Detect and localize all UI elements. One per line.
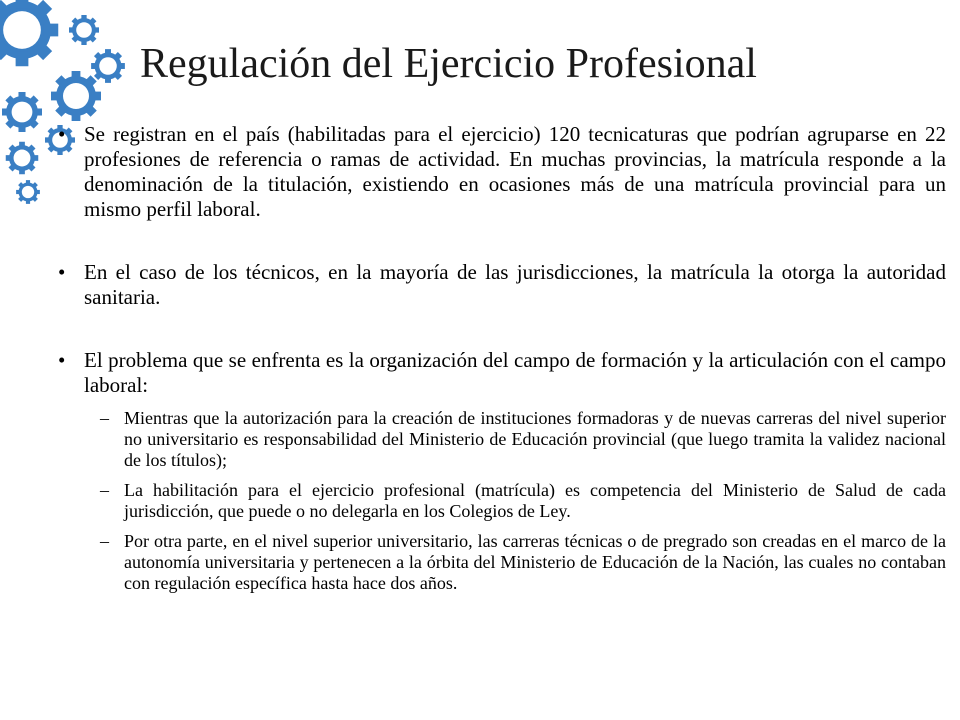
- sub-bullet-marker: –: [100, 408, 109, 428]
- slide-body: [58, 122, 946, 603]
- sub-bullet-marker: –: [100, 531, 109, 551]
- page-title: Regulación del Ejercicio Profesional: [140, 41, 757, 87]
- bullet-text: Se registran en el país (habilitadas para el ejercicio) 120 tecnicaturas que podrían agruparse en 22 profesiones de referencia o ramas de actividad. En muchas provincias, la matrícula responde a la denominación de la titulación, existiendo en ocasiones más de una matrícula provincial para un mismo perfil laboral.: [84, 122, 946, 221]
- sub-bullet-item: [100, 531, 946, 594]
- bullet-item: [58, 260, 946, 310]
- sub-bullet-item: [100, 480, 946, 522]
- bullet-marker: •: [58, 348, 66, 372]
- sub-bullet-text: Por otra parte, en el nivel superior universitario, las carreras técnicas o de pregrado son creadas en el marco de la autonomía universitaria y pertenecen a la órbita del Ministerio de Educación de la Nación, las cuales no contaban con regulación específica hasta hace dos años.: [124, 531, 946, 593]
- bullet-marker: •: [58, 122, 66, 146]
- bullet-marker: •: [58, 260, 66, 284]
- sub-bullet-list: [100, 408, 946, 594]
- sub-bullet-text: Mientras que la autorización para la creación de instituciones formadoras y de nuevas carreras del nivel superior no universitario es responsabilidad del Ministerio de Educación provincial (que luego tramita la validez nacional de los títulos);: [124, 408, 946, 470]
- bullet-text: En el caso de los técnicos, en la mayoría de las jurisdicciones, la matrícula la otorga la autoridad sanitaria.: [84, 260, 946, 309]
- sub-bullet-text: La habilitación para el ejercicio profesional (matrícula) es competencia del Ministerio de Salud de cada jurisdicción, que puede o no delegarla en los Colegios de Ley.: [124, 480, 946, 521]
- bullet-item: [58, 122, 946, 222]
- bullet-item: [58, 348, 946, 398]
- sub-bullet-item: [100, 408, 946, 471]
- bullet-text: El problema que se enfrenta es la organización del campo de formación y la articulación con el campo laboral:: [84, 348, 946, 397]
- sub-bullet-marker: –: [100, 480, 109, 500]
